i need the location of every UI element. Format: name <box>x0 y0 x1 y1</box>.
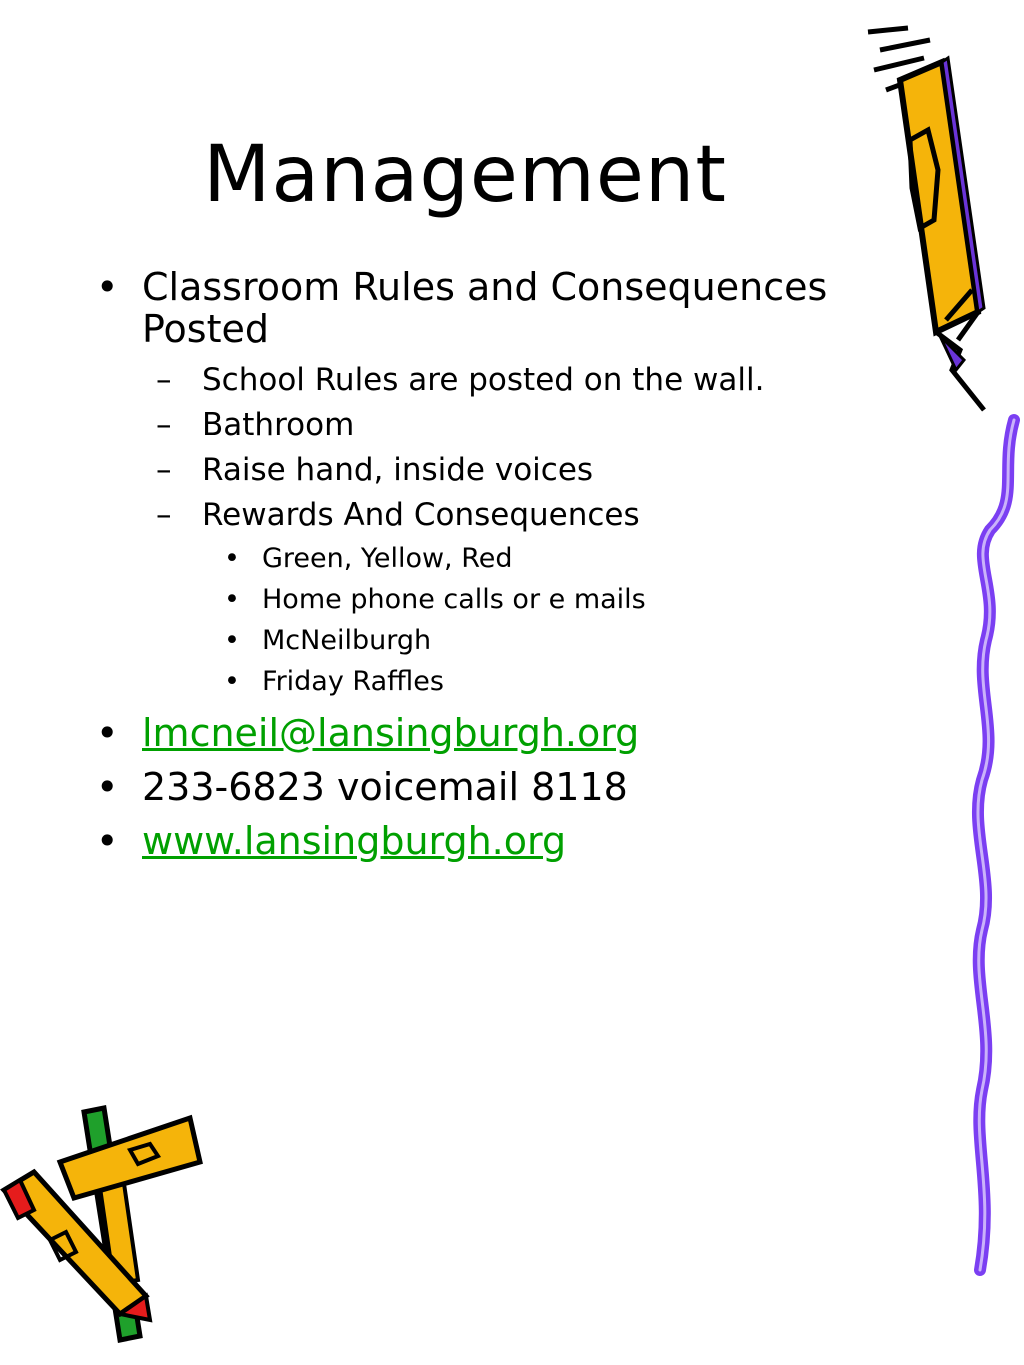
squiggle-line-right <box>960 410 1024 1290</box>
bullet-marker: • <box>96 711 119 755</box>
bullet-text-line2: Posted <box>142 307 270 351</box>
subsubitem-text: Home phone calls or e mails <box>262 584 646 615</box>
phone-text: 233-6823 voicemail 8118 <box>142 765 628 809</box>
dash-marker: – <box>156 452 172 488</box>
subsubitem-text: McNeilburgh <box>262 625 432 656</box>
subitem-text: Rewards And Consequences <box>202 497 640 533</box>
subsubitem-text: Green, Yellow, Red <box>262 543 513 574</box>
bullet-marker: • <box>224 584 240 615</box>
bullet-marker: • <box>224 625 240 656</box>
pencil-clipart-top-right <box>860 20 990 420</box>
bullet-marker: • <box>96 765 119 809</box>
bullet-text-line1: Classroom Rules and Consequences <box>142 265 828 309</box>
crossed-pencils-clipart <box>0 1100 210 1360</box>
dash-marker: – <box>156 362 172 398</box>
email-link[interactable]: lmcneil@lansingburgh.org <box>142 711 640 755</box>
subitem-text: School Rules are posted on the wall. <box>202 362 765 398</box>
subitem-text: Raise hand, inside voices <box>202 452 594 488</box>
bullet-marker: • <box>96 265 119 309</box>
subsubitem-text: Friday Raffles <box>262 666 444 697</box>
slide-title: Management <box>203 130 727 220</box>
subitem-text: Bathroom <box>202 407 355 443</box>
bullet-marker: • <box>96 819 119 863</box>
bullet-marker: • <box>224 666 240 697</box>
website-link[interactable]: www.lansingburgh.org <box>142 819 567 863</box>
bullet-marker: • <box>224 543 240 574</box>
dash-marker: – <box>156 407 172 443</box>
dash-marker: – <box>156 497 172 533</box>
